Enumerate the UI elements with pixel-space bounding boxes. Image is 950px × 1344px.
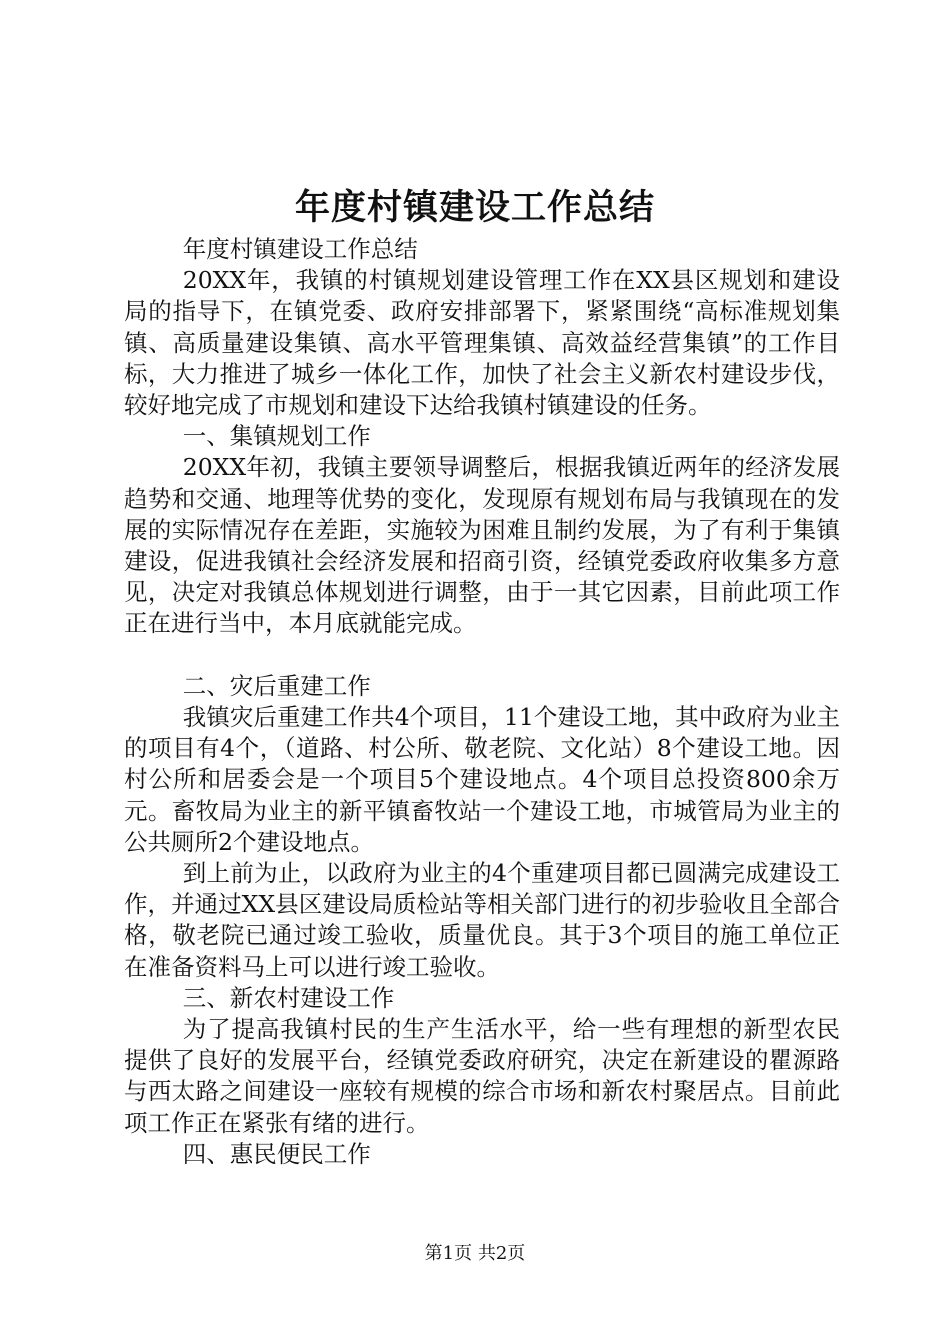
- paragraph-reconstruction-2: 到上前为止，以政府为业主的4个重建项目都已圆满完成建设工作，并通过XX县区建设局质检站等相关部门进行的初步验收且全部合格，敬老院已通过竣工验收，质量优良。其于3个项目的施工单位正在准备资料马上可以进行竣工验收。: [124, 859, 840, 981]
- paragraph-intro: 20XX年，我镇的村镇规划建设管理工作在XX县区规划和建设局的指导下，在镇党委、政府安排部署下，紧紧围绕“高标准规划集镇、高质量建设集镇、高水平管理集镇、高效益经营集镇”的工作目标，大力推进了城乡一体化工作，加快了社会主义新农村建设步伐，较好地完成了市规划和建设下达给我镇村镇建设的任务。: [124, 266, 840, 420]
- paragraph-planning: 20XX年初，我镇主要领导调整后，根据我镇近两年的经济发展趋势和交通、地理等优势的变化，发现原有规划布局与我镇现在的发展的实际情况存在差距，实施较为困难且制约发展，为了有利于集镇建设，促进我镇社会经济发展和招商引资，经镇党委政府收集多方意见，决定对我镇总体规划进行调整，由于一其它因素，目前此项工作正在进行当中，本月底就能完成。: [124, 453, 840, 638]
- paragraph-spacer: [124, 640, 840, 671]
- section-heading-public-service: 四、惠民便民工作: [182, 1139, 371, 1168]
- page-footer: 第1页 共2页: [424, 1243, 526, 1264]
- document-subtitle: 年度村镇建设工作总结: [182, 235, 418, 263]
- section-heading-reconstruction: 二、灾后重建工作: [182, 671, 371, 700]
- paragraph-reconstruction-1: 我镇灾后重建工作共4个项目，11个建设工地，其中政府为业主的项目有4个，（道路、村公所、敬老院、文化站）8个建设工地。因村公所和居委会是一个项目5个建设地点。4个项目总投资800余万元。畜牧局为业主的新平镇畜牧站一个建设工地，市城管局为业主的公共厕所2个建设地点。: [124, 703, 840, 856]
- document-body: [124, 234, 840, 1170]
- section-heading-planning: 一、集镇规划工作: [182, 422, 371, 451]
- document-title: 年度村镇建设工作总结: [294, 187, 655, 228]
- section-heading-new-village: 三、新农村建设工作: [182, 983, 395, 1012]
- paragraph-new-village: 为了提高我镇村民的生产生活水平，给一些有理想的新型农民提供了良好的发展平台，经镇党委政府研究，决定在新建设的瞿源路与西太路之间建设一座较有规模的综合市场和新农村聚居点。目前此项工作正在紧张有绪的进行。: [124, 1015, 840, 1137]
